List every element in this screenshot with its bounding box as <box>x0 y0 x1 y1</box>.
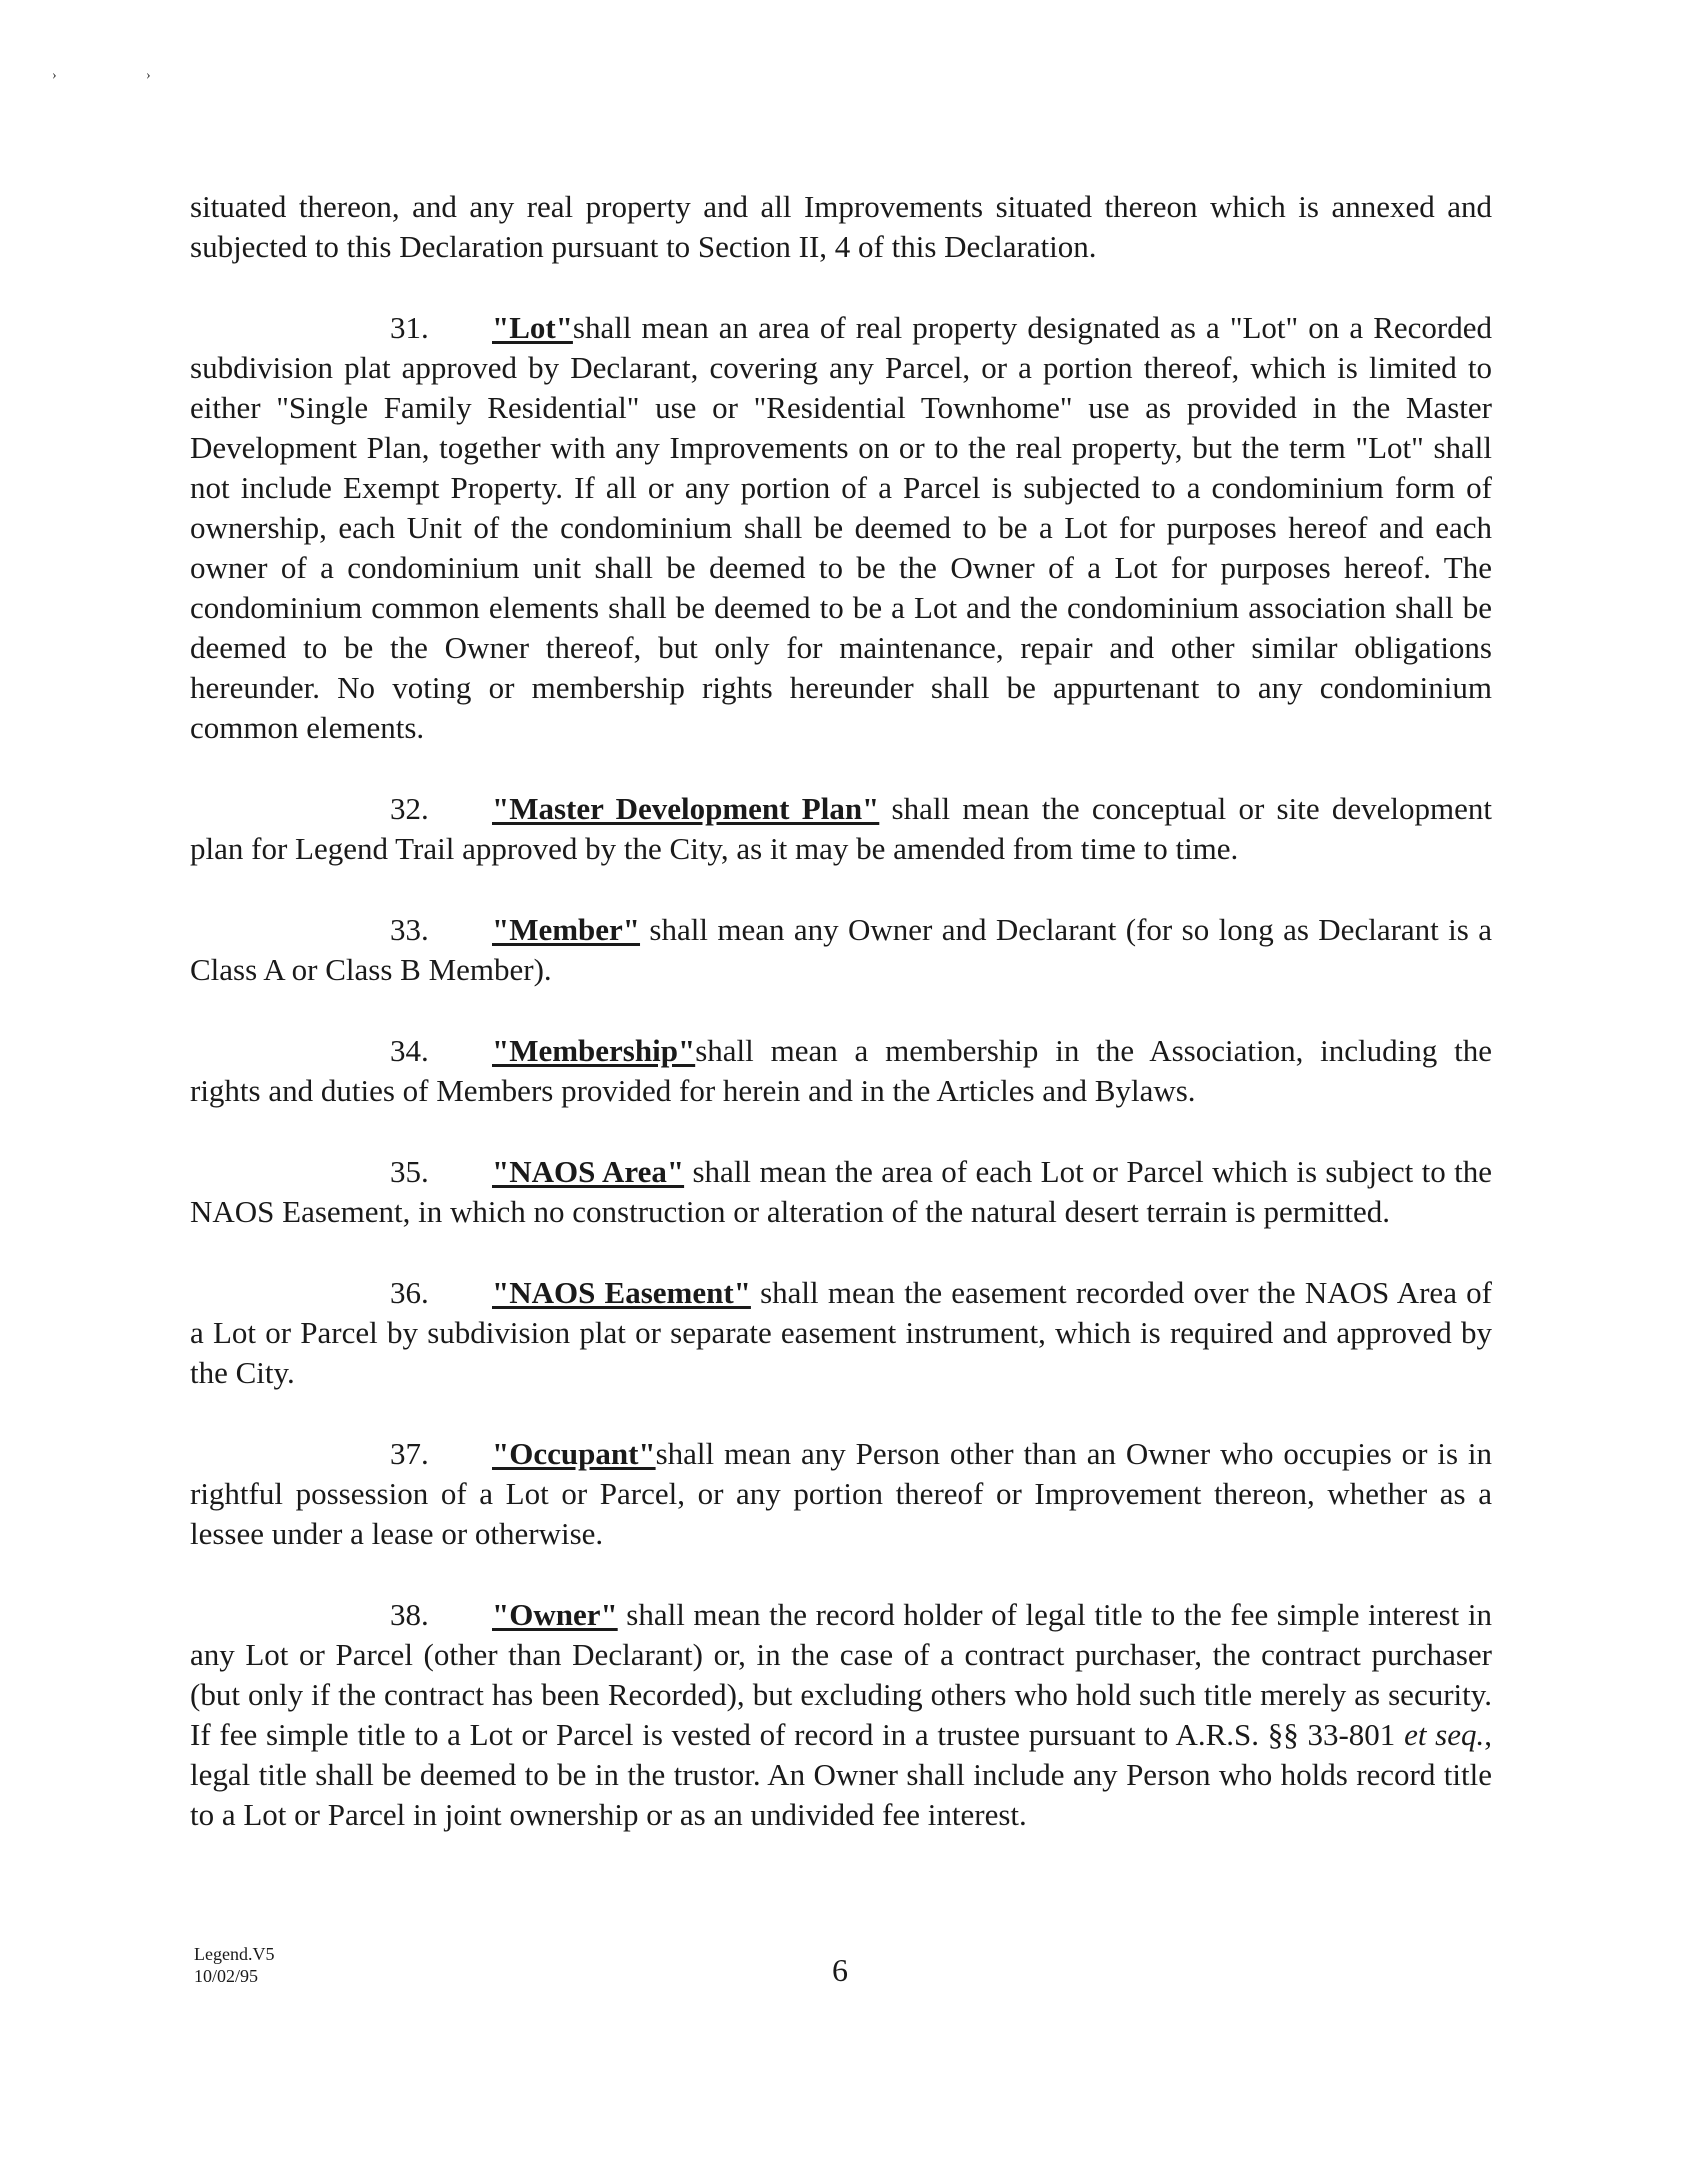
definition-text: shall mean the record holder of legal title to the fee simple interest in any Lot or Parcel (other than Declarant) or, in the case of a contract purchaser, the contract purchaser (but only if the contract has been Recorded), but excluding others who hold such title merely as security. If fee simple title to a Lot or Parcel is vested of record in a trustee pursuant to A.R.S. §§ 33-801 <box>190 1597 1492 1752</box>
definition-text: shall mean the easement recorded over the NAOS Area of a Lot or Parcel by subdivision plat or separate easement instrument, which is required and approved by the City. <box>190 1275 1492 1390</box>
scan-artifact-mark: › <box>146 68 151 83</box>
definition-number: 36. <box>390 1275 429 1310</box>
definition-text: shall mean the conceptual or site development plan for Legend Trail approved by the City, as it may be amended from time to time. <box>190 791 1492 866</box>
defined-term: "Owner" <box>492 1597 618 1632</box>
definition-31 <box>190 308 1492 748</box>
definition-number: 33. <box>390 912 429 947</box>
definition-text: shall mean a membership in the Association, including the rights and duties of Members provided for herein and in the Articles and Bylaws. <box>190 1033 1492 1108</box>
definition-number: 31. <box>390 310 429 345</box>
defined-term: "Lot" <box>492 310 573 345</box>
definition-text: shall mean any Person other than an Owner who occupies or is in rightful possession of a Lot or Parcel, or any portion thereof or Improvement thereon, whether as a lessee under a lease or otherwise. <box>190 1436 1492 1551</box>
intro-paragraph: situated thereon, and any real property and all Improvements situated thereon which is annexed and subjected to this Declaration pursuant to Section II, 4 of this Declaration. <box>190 189 1492 264</box>
defined-term: "Master Development Plan" <box>492 791 880 826</box>
scan-artifact-mark: › <box>52 68 57 83</box>
definition-text-italic: et seq. <box>1404 1717 1485 1752</box>
definition-number: 38. <box>390 1597 429 1632</box>
definition-text: shall mean the area of each Lot or Parcel which is subject to the NAOS Easement, in which no construction or alteration of the natural desert terrain is permitted. <box>190 1154 1493 1229</box>
definition-35 <box>190 1152 1492 1232</box>
definition-text: shall mean any Owner and Declarant (for so long as Declarant is a Class A or Class B Member). <box>190 912 1492 987</box>
definition-38 <box>190 1595 1492 1835</box>
definition-32 <box>190 789 1492 869</box>
definition-34 <box>190 1031 1492 1111</box>
page-number: 6 <box>832 1952 848 1988</box>
definition-33 <box>190 910 1492 990</box>
definition-number: 32. <box>390 791 429 826</box>
defined-term: "NAOS Area" <box>492 1154 685 1189</box>
definition-text: , legal title shall be deemed to be in the trustor. An Owner shall include any Person who holds record title to a Lot or Parcel in joint ownership or as an undivided fee interest. <box>190 1717 1492 1832</box>
definition-number: 35. <box>390 1154 429 1189</box>
definition-number: 37. <box>390 1436 429 1471</box>
defined-term: "Occupant" <box>492 1436 656 1471</box>
footer-doc-id: Legend.V5 <box>194 1944 275 1964</box>
definition-36 <box>190 1273 1492 1393</box>
footer-doc-info <box>194 1943 274 1987</box>
document-body <box>190 187 1492 1876</box>
definition-37 <box>190 1434 1492 1554</box>
defined-term: "Membership" <box>492 1033 696 1068</box>
defined-term: "Member" <box>492 912 641 947</box>
definition-number: 34. <box>390 1033 429 1068</box>
footer-date: 10/02/95 <box>194 1966 259 1986</box>
defined-term: "NAOS Easement" <box>492 1275 751 1310</box>
definition-text: shall mean an area of real property designated as a "Lot" on a Recorded subdivision plat approved by Declarant, covering any Parcel, or a portion thereof, which is limited to either "Single Family Residential" use or "Residential Townhome" use as provided in the Master Development Plan, together with any Improvements on or to the real property, but the term "Lot" shall not include Exempt Property. If all or any portion of a Parcel is subjected to a condominium form of ownership, each Unit of the condominium shall be deemed to be a Lot for purposes hereof and each owner of a condominium unit shall be deemed to be the Owner of a Lot for purposes hereof. The condominium common elements shall be deemed to be a Lot and the condominium association shall be deemed to be the Owner thereof, but only for maintenance, repair and other similar obligations hereunder. No voting or membership rights hereunder shall be appurtenant to any condominium common elements. <box>190 310 1492 745</box>
